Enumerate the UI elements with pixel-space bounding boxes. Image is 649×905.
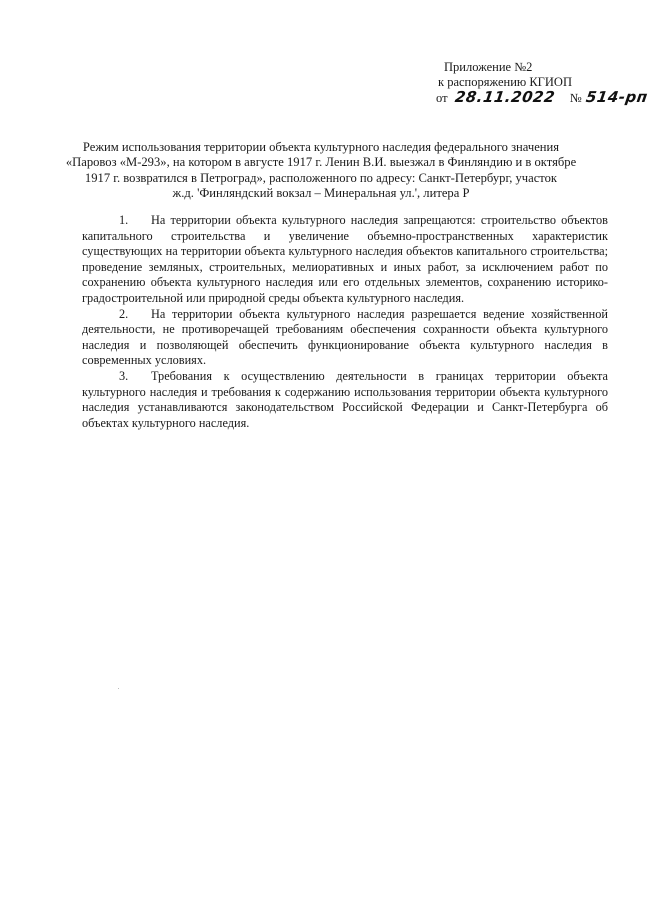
handwritten-date: 28.11.2022 (453, 88, 556, 106)
paragraph-number: 1. (119, 213, 129, 227)
paragraph-1 (82, 213, 608, 307)
title-line: Режим использования территории объекта культурного наследия федерального значения (82, 140, 560, 154)
paragraph-number: 3. (119, 368, 129, 383)
appendix-title: Приложение №2 (444, 60, 533, 74)
number-sign: № (569, 91, 582, 105)
paragraph-2 (82, 307, 608, 369)
paragraph-text: На территории объекта культурного наследия разрешается ведение хозяйственной деятельности, не противоречащей требованиям обеспечения сохранности объекта культурного наследия и позволяющей обеспечить функционирование объекта культурного наследия в современных условиях. (82, 306, 608, 368)
appendix-order-reference: к распоряжению КГИОП (438, 75, 572, 89)
appendix-header (436, 60, 647, 106)
scan-speck (118, 688, 119, 689)
appendix-date-number-line (436, 90, 647, 106)
paragraph-number: 2. (119, 306, 129, 321)
handwritten-order-number: 514-рп (584, 88, 649, 106)
title-line: «Паровоз «М-293», на котором в августе 1917 г. Ленин В.И. выезжал в Финляндию и в октябре (65, 155, 577, 170)
document-body (82, 213, 608, 431)
paragraph-3 (82, 369, 608, 431)
from-prefix: от (436, 91, 448, 105)
title-line: ж.д. 'Финляндский вокзал – Минеральная ул.', литера Р (172, 186, 470, 201)
document-title (60, 140, 582, 202)
paragraph-text: Требования к осуществлению деятельности в границах территории объекта культурного наследия и требования к содержанию использования территории объекта культурного наследия устанавливаются законодательством Российской Федерации и Санкт-Петербурга об объектах культурного наследия. (82, 368, 608, 430)
paragraph-text: На территории объекта культурного наследия запрещаются: строительство объектов капитального строительства и увеличение объемно-пространственных характеристик существующих на территории объекта культурного наследия объектов капитального строительства; проведение земляных, строительных, мелиоративных и иных работ, за исключением работ по сохранению объекта культурного наследия или его отдельных элементов, сохранению историко-градостроительной или природной среды объекта культурного наследия. (82, 213, 608, 305)
title-line: 1917 г. возвратился в Петроград», расположенного по адресу: Санкт-Петербург, участок (84, 170, 558, 185)
